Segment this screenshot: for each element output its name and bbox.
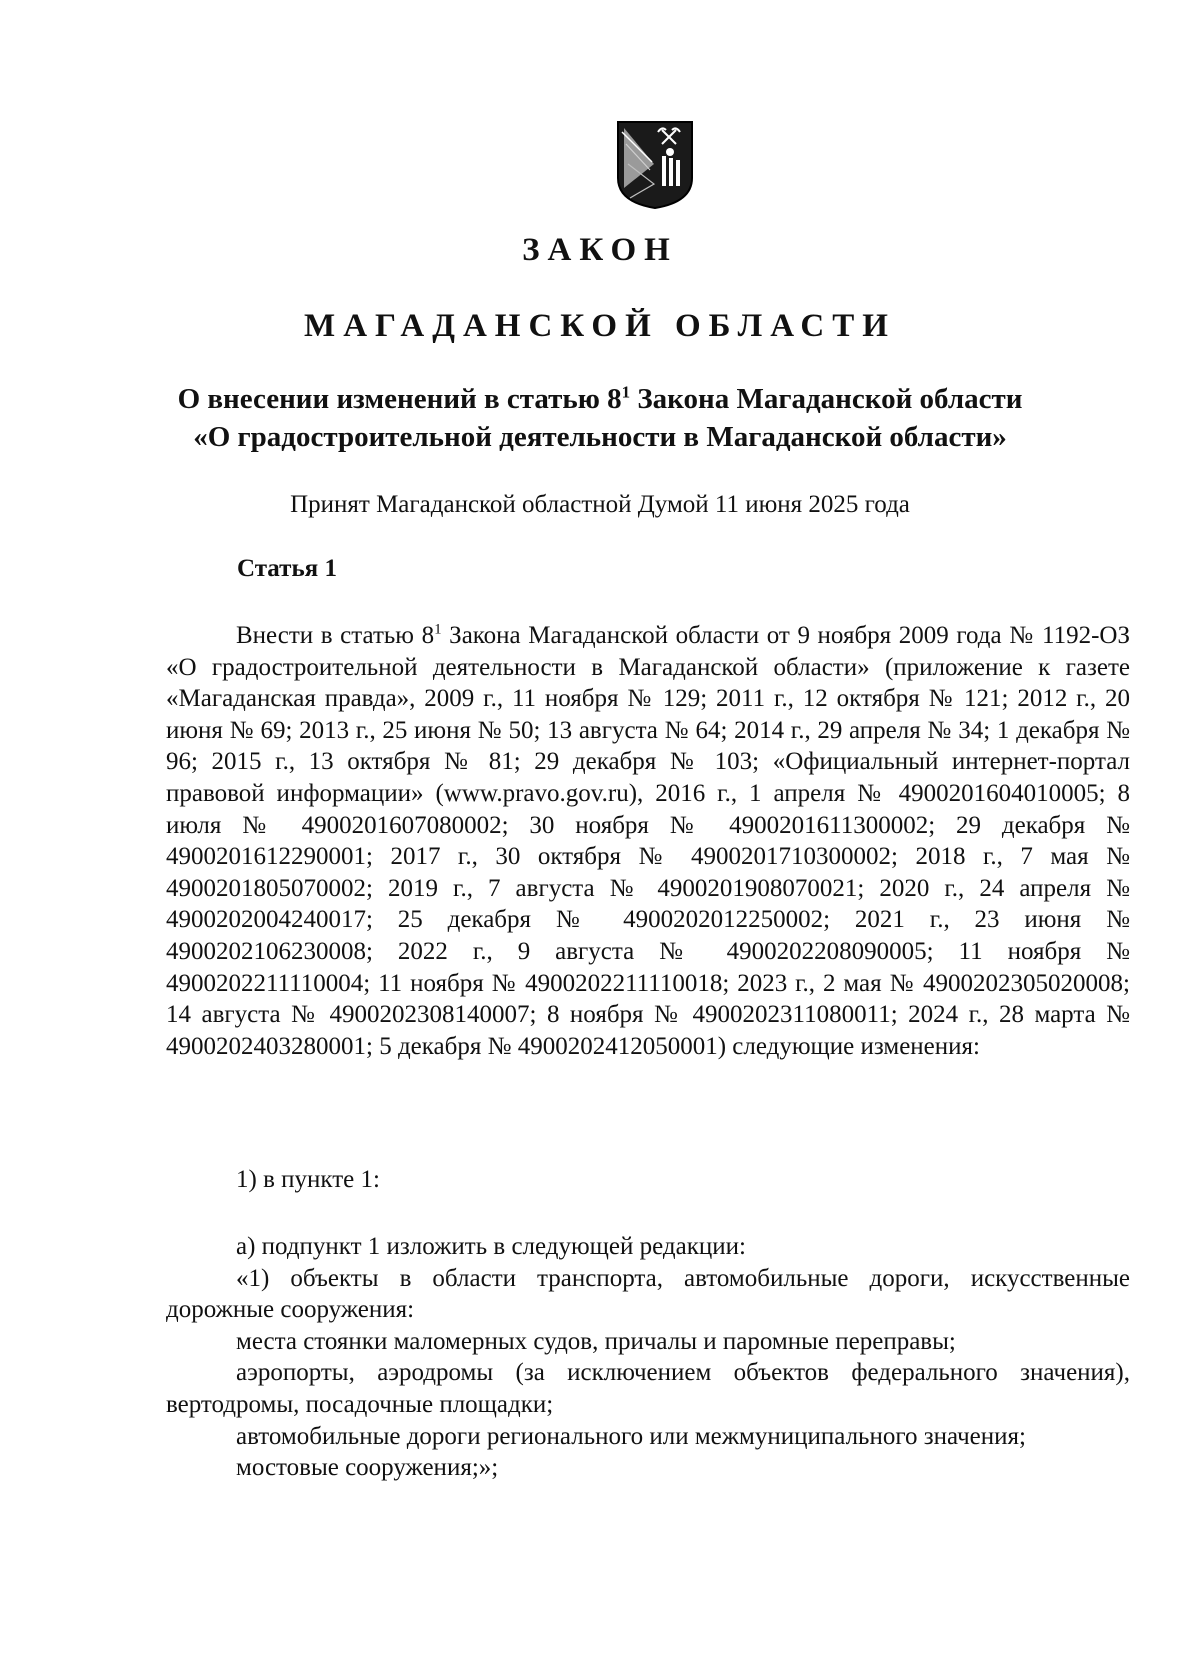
- quote-line: автомобильные дороги регионального или межмуниципального значения;: [236, 1422, 1026, 1450]
- adoption-note: Принят Магаданской областной Думой 11 июня 2025 года: [290, 491, 910, 518]
- subpoint-a: а) подпункт 1 изложить в следующей редакции:: [236, 1233, 746, 1260]
- subpoint-a-block: [166, 1231, 1130, 1484]
- quote-line: места стоянки маломерных судов, причалы и паромные переправы;: [236, 1327, 956, 1355]
- article-intro-paragraph: [166, 620, 1130, 1062]
- law-subject-line-2: «О градостроительной деятельности в Магаданской области»: [193, 421, 1007, 453]
- quote-line: аэропорты, аэродромы (за исключением объектов федерального значения), вертодромы, посадочные площадки;: [166, 1359, 1130, 1418]
- law-subject-text-start: О внесении изменений в статью 8: [177, 383, 622, 415]
- law-subject-superscript: 1: [621, 382, 631, 402]
- law-subject-line-1: [100, 380, 1100, 418]
- article-heading: Статья 1: [237, 555, 337, 582]
- article-intro-start: Внести в статью 8: [236, 622, 435, 649]
- point-1: 1) в пункте 1:: [236, 1166, 380, 1193]
- article-intro-rest: Закона Магаданской области от 9 ноября 2009 года № 1192-ОЗ «О градостроительной деятельности в Магаданской области» (приложение к газете «Магаданская правда», 2009 г., 11 ноября № 129; 2011 г., 12 октября № 121; 2012 г., 20 июня № 69; 2013 г., 25 июня № 50; 13 августа № 64; 2014 г., 29 апреля № 34; 1 декабря № 96; 2015 г., 13 октября № 81; 29 декабря № 103; «Официальный интернет-портал правовой информации» (www.pravo.gov.ru), 2016 г., 1 апреля № 4900201604010005; 8 июля № 4900201607080002; 30 ноября № 4900201611300002; 29 декабря № 4900201612290001; 2017 г., 30 октября № 4900201710300002; 2018 г., 7 мая № 4900201805070002; 2019 г., 7 августа № 4900201908070021; 2020 г., 24 апреля № 4900202004240017; 25 декабря № 4900202012250002; 2021 г., 23 июня № 4900202106230008; 2022 г., 9 августа № 4900202208090005; 11 ноября № 4900202211110004; 11 ноября № 4900202211110018; 2023 г., 2 мая № 4900202305020008; 14 августа № 4900202308140007; 8 ноября № 4900202311080011; 2024 г., 28 марта № 4900202403280001; 5 декабря № 4900202412050001) следующие изменения:: [166, 622, 1130, 1060]
- document-title: ЗАКОН: [522, 232, 678, 268]
- law-subject: [100, 380, 1100, 456]
- article-intro-superscript: 1: [434, 621, 442, 638]
- quote-line: мостовые сооружения;»;: [236, 1454, 499, 1482]
- coat-of-arms-emblem: [614, 118, 696, 210]
- quote-line: «1) объекты в области транспорта, автомобильные дороги, искусственные дорожные сооружения:: [166, 1264, 1130, 1324]
- law-subject-text-end: Закона Магаданской области: [630, 383, 1023, 415]
- region-title: МАГАДАНСКОЙ ОБЛАСТИ: [304, 308, 896, 344]
